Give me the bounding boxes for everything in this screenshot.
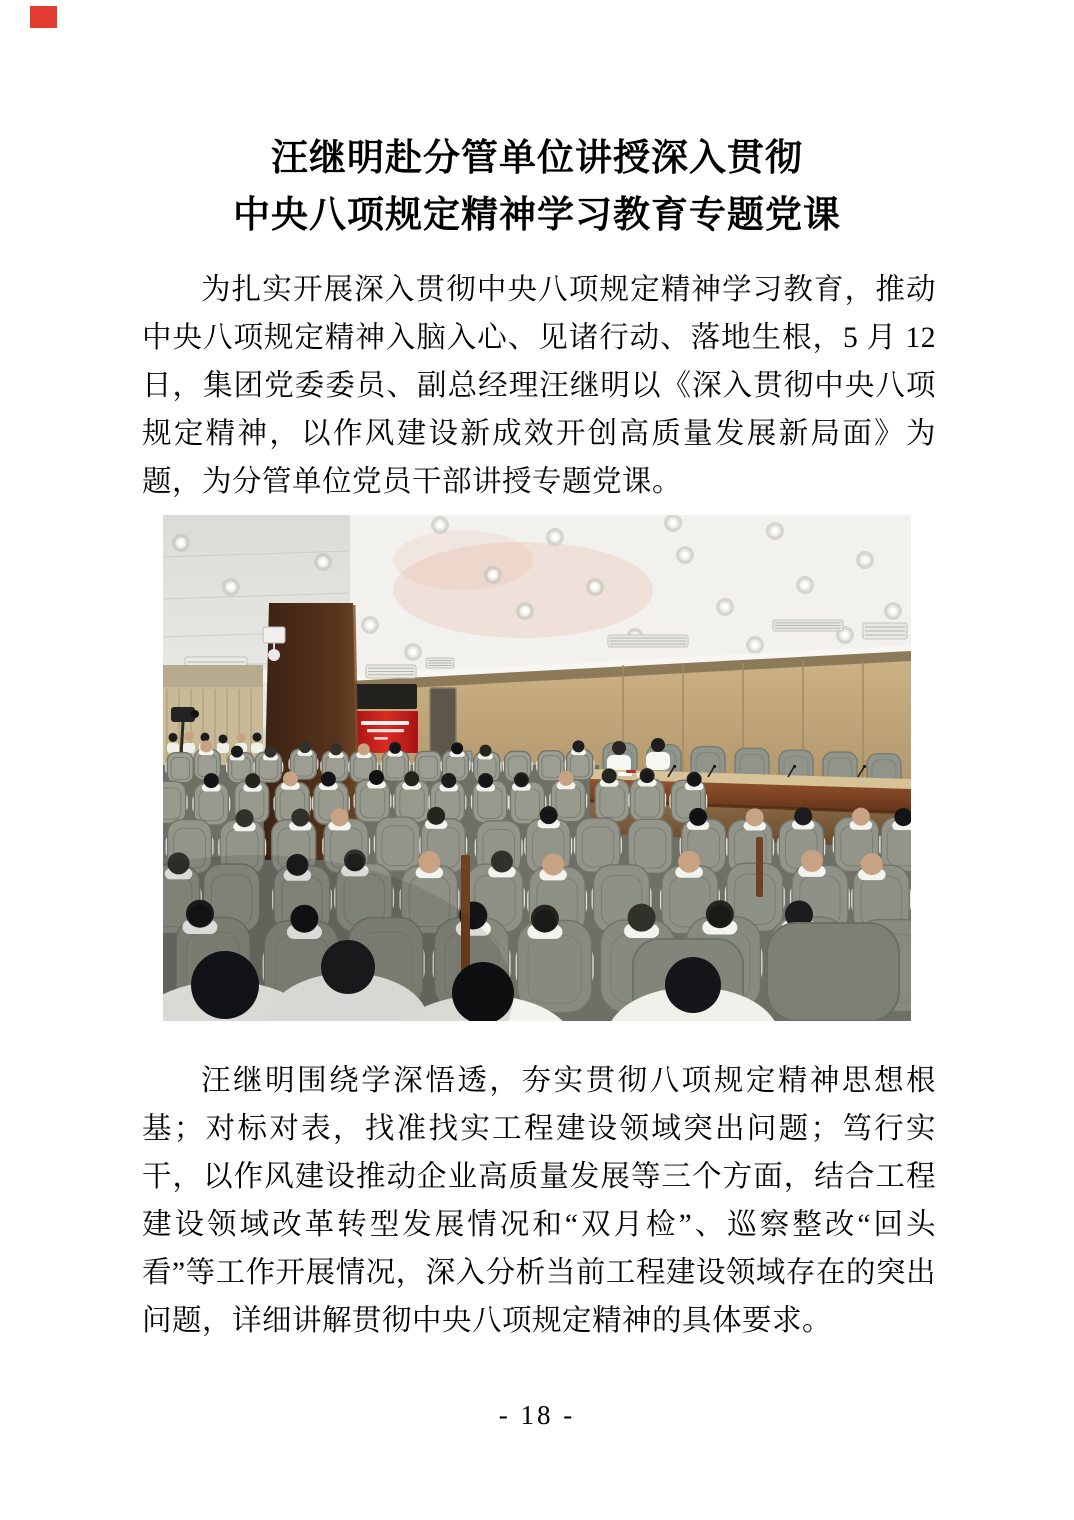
page-number: - 18 -	[498, 1400, 576, 1430]
paragraph-intro: 为扎实开展深入贯彻中央八项规定精神学习教育，推动中央八项规定精神入脑入心、见诸行动、落地生根，5 月 12 日，集团党委委员、副总经理汪继明以《深入贯彻中央八项规定精神，以作风建设新成效开创高质量发展新局面》为题，为分管单位党员干部讲授专题党课。	[142, 274, 936, 498]
meeting-photo	[163, 515, 911, 1021]
corner-mark	[30, 6, 57, 28]
meeting-room-illustration	[163, 515, 911, 1021]
paragraph-body: 汪继明围绕学深悟透，夯实贯彻八项规定精神思想根基；对标对表，找准找实工程建设领域突出问题；笃行实干，以作风建设推动企业高质量发展等三个方面，结合工程建设领域改革转型发展情况和“双月检”、巡察整改“回头看”等工作开展情况，深入分析当前工程建设领域存在的突出问题，详细讲解贯彻中央八项规定精神的具体要求。	[142, 1065, 936, 1337]
page-title	[80, 130, 994, 244]
title-line-2: 中央八项规定精神学习教育专题党课	[233, 195, 841, 236]
title-line-1: 汪继明赴分管单位讲授深入贯彻	[271, 138, 803, 179]
